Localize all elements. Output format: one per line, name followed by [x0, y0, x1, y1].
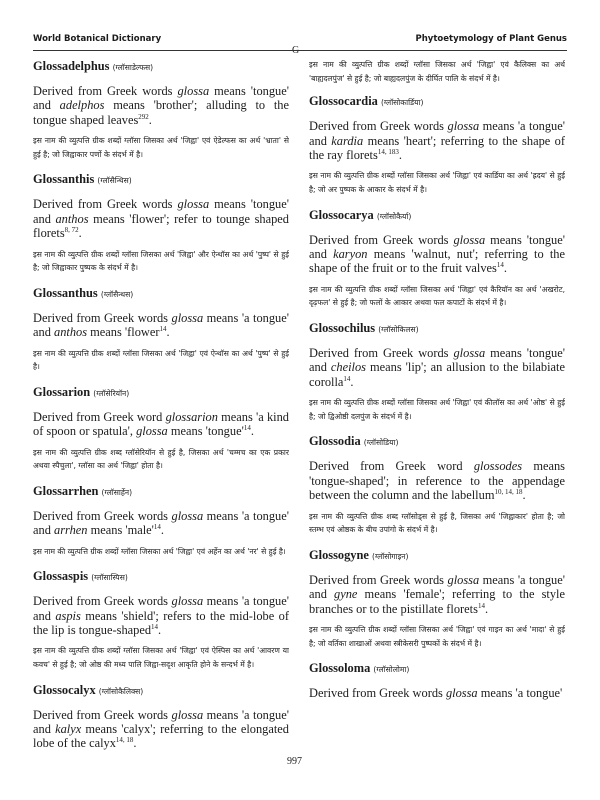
greek-word: glossarion: [165, 409, 218, 424]
entry-hindi-etymology: इस नाम की व्युत्पत्ति ग्रीक शब्दों ग्लॉसा जिसका अर्थ 'जिह्वा' एवं ऐन्थॉस का अर्थ 'पुष्प' से हुई है।: [33, 348, 289, 372]
entry-devanagari-name: (ग्लॉसार्हेन): [101, 487, 133, 497]
page-number: 997: [287, 756, 302, 767]
entry-hindi-etymology: इस नाम की व्युत्पत्ति ग्रीक शब्दों ग्लॉसा जिसका अर्थ 'जिह्वा' एवं गाइन का अर्थ 'मादा' से हुई है; जो वर्तिका शाखाओं अथवा स्त्रीकेसरी पुष्पकों के संदर्भ में है।: [309, 625, 565, 648]
reference-superscript: 14, 183: [377, 147, 399, 156]
entry-heading: [33, 285, 289, 303]
reference-superscript: 14: [496, 261, 504, 270]
etymology-text: .: [133, 736, 137, 751]
etymology-text: means 'shield'; refers to the mid-lobe of the lip is tongue-shaped: [33, 608, 289, 638]
greek-word: glossa: [447, 572, 480, 587]
entry-term: Glossaspis: [33, 569, 89, 584]
right-column: [309, 58, 565, 774]
greek-word: kalyx: [55, 722, 82, 737]
etymology-text: Derived from Greek words: [309, 572, 448, 587]
entry-term: Glossadelphus: [33, 59, 110, 73]
etymology-text: .: [522, 488, 526, 503]
dictionary-entry: [33, 568, 289, 671]
entry-english-etymology: [33, 311, 289, 340]
etymology-text: means 'a tongue' and: [33, 508, 289, 538]
entry-term: Glossodia: [309, 434, 361, 449]
etymology-text: means 'a tongue' and: [309, 119, 565, 148]
etymology-text: means 'heart'; referring to the shape of the ray florets: [309, 133, 565, 162]
entry-devanagari-name: (ग्लॉसास्पिस): [91, 573, 128, 583]
entry-devanagari-name: (ग्लॉसोकार्डिया): [380, 98, 424, 108]
dictionary-entry: [33, 483, 289, 558]
reference-superscript: 14: [477, 601, 485, 610]
entry-english-etymology: [33, 708, 289, 751]
reference-superscript: 14: [159, 325, 167, 334]
etymology-text: means 'tongue': [167, 424, 244, 439]
entry-hindi-etymology: इस नाम की व्युत्पत्ति ग्रीक शब्दों ग्लॉसा जिसका अर्थ 'जिह्वा' एवं अर्हेन का अर्थ 'नर' से हुई है।: [33, 546, 286, 556]
etymology-text: means 'tongue' and: [309, 232, 565, 261]
header-divider: [33, 50, 567, 51]
etymology-text: Derived from Greek word: [309, 459, 474, 474]
entry-devanagari-name: (ग्लॉसोकैलिक्स): [98, 686, 144, 696]
entry-hindi-etymology: इस नाम की व्युत्पत्ति ग्रीक शब्दों ग्लॉसा जिसका अर्थ 'जिह्वा' और ऐन्थॉस का अर्थ 'पुष्प' से हुई है; जो जिह्वाकार पुष्पक के संदर्भ में है।: [33, 249, 289, 273]
entry-hindi-etymology: इस नाम की व्युत्पत्ति ग्रीक शब्दों ग्लॉसा जिसका अर्थ 'जिह्वा' एवं ऐस्पिस का अर्थ 'आवरण या कवच' से हुई है; जो ओष्ठ की मध्य पालि जिह्वा-सदृश आकृति होने के सन्दर्भ में है।: [33, 646, 289, 670]
dictionary-entry: [33, 171, 289, 274]
continued-hindi-text: इस नाम की व्युत्पत्ति ग्रीक शब्दों ग्लॉसा जिसका अर्थ 'जिह्वा' एवं कैलिक्स का अर्थ 'बाह्यदलपुंज' से हुई है; जो बाह्यदलपुंज के दीर्घित पालि के संदर्भ में है।: [309, 60, 565, 83]
entry-term: Glossocarya: [309, 207, 374, 222]
etymology-text: Derived from Greek words: [309, 346, 454, 360]
left-entries: [33, 58, 289, 751]
greek-word: anthos: [55, 211, 89, 226]
reference-superscript: 10, 14, 18: [494, 488, 523, 497]
etymology-text: means 'a kind of spoon or spatula',: [33, 409, 289, 439]
etymology-text: means 'tongue' and: [309, 346, 565, 375]
greek-word: anthos: [54, 325, 88, 340]
entry-heading: [33, 483, 289, 501]
entry-english-etymology: [33, 410, 289, 439]
greek-word: glossa: [171, 594, 204, 609]
entry-english-etymology: [33, 84, 289, 127]
greek-word: glossa: [177, 197, 210, 212]
entry-devanagari-name: (ग्लॉसेरियॉन): [93, 388, 130, 398]
etymology-text: Derived from Greek words: [33, 594, 172, 609]
etymology-text: .: [160, 523, 165, 538]
etymology-text: Derived from Greek words: [33, 84, 178, 98]
entry-heading: [309, 660, 565, 678]
entry-hindi-etymology: इस नाम की व्युत्पत्ति ग्रीक शब्दों ग्लॉसा जिसका अर्थ 'जिह्वा' एवं कैरियॉन का अर्थ 'अखरोट, दृढ़फल' से हुई है; जो फलों के आकार अथवा फल कपाटों के संदर्भ में है।: [309, 284, 565, 308]
entry-devanagari-name: (ग्लॉसोकैर्या): [376, 211, 412, 221]
greek-word: aspis: [55, 608, 81, 623]
greek-word: cheilos: [330, 360, 366, 375]
entry-english-etymology: [33, 509, 289, 538]
greek-word: glossa: [445, 686, 478, 701]
dictionary-entry: [33, 384, 289, 473]
etymology-text: Derived from Greek words: [33, 707, 172, 722]
greek-word: karyon: [333, 247, 368, 261]
entry-heading: [33, 58, 289, 76]
etymology-text: Derived from Greek words: [33, 508, 172, 523]
dictionary-entry: [309, 433, 565, 536]
entry-term: Glossochilus: [309, 321, 376, 335]
reference-superscript: 14: [243, 424, 251, 433]
entry-english-etymology: [309, 233, 565, 276]
dictionary-entry: [33, 682, 289, 751]
etymology-text: .: [503, 261, 507, 276]
entry-heading: [309, 320, 565, 338]
greek-word: glossa: [177, 84, 210, 98]
entry-english-etymology: [309, 346, 565, 389]
etymology-text: means 'a tongue' and: [33, 310, 289, 340]
etymology-text: .: [166, 325, 170, 340]
etymology-text: Derived from Greek words: [33, 310, 172, 325]
entry-hindi-etymology: इस नाम की व्युत्पत्ति ग्रीक शब्द ग्लॉसोड्स से हुई है, जिसका अर्थ 'जिह्वाकार' होता है; जो स्तम्भ एवं ओष्ठक के बीच उपांगो के संदर्भ में है।: [309, 511, 565, 535]
reference-superscript: 14, 18: [115, 736, 134, 745]
left-column: [33, 58, 289, 774]
greek-word: arrhen: [54, 523, 88, 538]
dictionary-entry: [33, 58, 289, 161]
etymology-text: Derived from Greek word: [33, 409, 166, 424]
etymology-text: Derived from Greek words: [309, 232, 454, 247]
entry-devanagari-name: (ग्लॉसोगाइन): [372, 551, 409, 561]
etymology-text: means 'tongue' and: [33, 84, 289, 113]
etymology-text: Derived from Greek words: [33, 197, 178, 212]
etymology-text: means 'flower: [87, 325, 160, 340]
etymology-text: means 'a tongue': [477, 686, 563, 701]
entry-term: Glossarrhen: [33, 483, 99, 498]
reference-superscript: 8, 72: [64, 226, 79, 235]
entry-heading: [309, 93, 565, 111]
etymology-text: means 'a tongue' and: [33, 707, 289, 737]
entry-heading: [309, 207, 565, 225]
running-header-left: World Botanical Dictionary: [33, 34, 162, 44]
etymology-text: means 'flower'; refer to tounge shaped florets: [33, 211, 289, 241]
entry-heading: [33, 682, 289, 700]
reference-superscript: 292: [138, 112, 149, 121]
entry-english-etymology: [309, 459, 565, 502]
dictionary-entry: [33, 285, 289, 374]
entry-term: Glossarion: [33, 384, 91, 399]
etymology-text: means 'tongue' and: [33, 197, 289, 226]
entry-hindi-etymology: इस नाम की व्युत्पत्ति ग्रीक शब्दों ग्लॉसा जिसका अर्थ 'जिह्वा' एवं कीलॉस का अर्थ 'ओष्ठ' से हुई है; जो द्विओष्ठी दलपुंज के संदर्भ में है।: [309, 398, 565, 421]
greek-word: glossa: [171, 310, 204, 325]
dictionary-entry: [309, 93, 565, 196]
entry-hindi-etymology: इस नाम की व्युत्पत्ति ग्रीक शब्दों ग्लॉसा जिसका अर्थ 'जिह्वा' एवं ऐडेल्फस का अर्थ 'भ्राता' से हुई है; जो जिह्वाकार पर्णो के संदर्भ में है।: [33, 136, 289, 159]
etymology-text: means 'a tongue' and: [309, 572, 565, 602]
etymology-text: means 'lip'; an allusion to the bilabiate corolla: [309, 360, 565, 389]
running-header-right: Phytoetymology of Plant Genus: [415, 34, 567, 44]
entry-devanagari-name: (ग्लॉसाडेल्फस): [112, 63, 154, 72]
entry-heading: [33, 384, 289, 402]
entry-heading: [309, 547, 565, 565]
greek-word: glossa: [453, 232, 486, 247]
greek-word: glossa: [136, 424, 168, 439]
entry-devanagari-name: (ग्लॉसोलोमा): [373, 665, 410, 675]
etymology-text: .: [484, 601, 489, 616]
etymology-text: means 'walnut, nut'; referring to the shape of the fruit or to the fruit valves: [309, 247, 565, 276]
etymology-text: .: [250, 424, 254, 439]
greek-word: glossa: [447, 119, 480, 134]
etymology-text: Derived from Greek words: [309, 119, 448, 134]
greek-word: glossodes: [473, 459, 523, 474]
right-entries: [309, 93, 565, 700]
dictionary-entry: [309, 320, 565, 423]
entry-english-etymology: [309, 573, 565, 616]
greek-word: glossa: [171, 707, 204, 722]
greek-word: kardia: [331, 133, 364, 148]
etymology-text: means 'female'; referring to the style branches or to the pistillate florets: [309, 587, 565, 616]
etymology-text: means 'calyx'; referring to the elongated lobe of the calyx: [33, 722, 289, 751]
entry-hindi-etymology: इस नाम की व्युत्पत्ति ग्रीक शब्द ग्लॉसेरियॉन से हुई है, जिसका अर्थ 'चम्मच का एक प्रकार अथवा स्पैचुला', ग्लॉसा का अर्थ 'जिह्वा' होता है।: [33, 447, 289, 471]
greek-word: glossa: [453, 346, 486, 360]
entry-term: Glossoloma: [309, 661, 371, 676]
dictionary-entry: [309, 660, 565, 700]
entry-term: Glossogyne: [309, 547, 369, 562]
etymology-text: .: [398, 148, 402, 162]
reference-superscript: 14: [151, 622, 159, 631]
reference-superscript: 14: [153, 523, 161, 532]
etymology-text: .: [158, 623, 162, 638]
etymology-text: .: [148, 112, 152, 127]
entry-heading: [33, 568, 289, 586]
etymology-text: .: [350, 374, 354, 389]
greek-word: adelphos: [59, 98, 105, 113]
etymology-text: means 'a tongue' and: [33, 594, 289, 623]
entry-english-etymology: [309, 119, 565, 162]
entry-term: Glossocardia: [309, 94, 378, 109]
etymology-text: means 'male': [87, 523, 154, 538]
entry-heading: [33, 171, 289, 189]
greek-word: gyne: [334, 587, 358, 602]
entry-term: Glossanthus: [33, 285, 98, 300]
entry-hindi-etymology: इस नाम की व्युत्पत्ति ग्रीक शब्दों ग्लॉसा जिसका अर्थ 'जिह्वा' एवं कार्डिया का अर्थ 'ह्रदय' से हुई है; जो अर पुष्पक के आकार के संदर्भ में है।: [309, 171, 565, 194]
entry-heading: [309, 433, 565, 451]
etymology-text: Derived from Greek words: [309, 686, 446, 701]
entry-devanagari-name: (ग्लॉसैन्थिस): [97, 176, 132, 186]
entry-term: Glossocalyx: [33, 682, 96, 697]
dictionary-entry: [309, 207, 565, 310]
entry-devanagari-name: (ग्लॉसोकिलस): [378, 325, 419, 334]
etymology-text: .: [78, 226, 82, 241]
entry-devanagari-name: (ग्लॉसोडिया): [363, 438, 399, 448]
dictionary-entry: [309, 547, 565, 650]
entry-devanagari-name: (ग्लॉसैन्थस): [100, 289, 134, 299]
reference-superscript: 14: [343, 374, 351, 383]
greek-word: glossa: [171, 508, 204, 523]
entry-english-etymology: [309, 686, 565, 700]
entry-english-etymology: [33, 197, 289, 240]
etymology-text: means 'tongue-shaped'; in reference to the appendage between the column and the labellum: [309, 459, 565, 503]
entry-term: Glossanthis: [33, 172, 95, 187]
etymology-text: means 'brother'; alluding to the tongue shaped leaves: [33, 98, 289, 127]
entry-english-etymology: [33, 594, 289, 637]
